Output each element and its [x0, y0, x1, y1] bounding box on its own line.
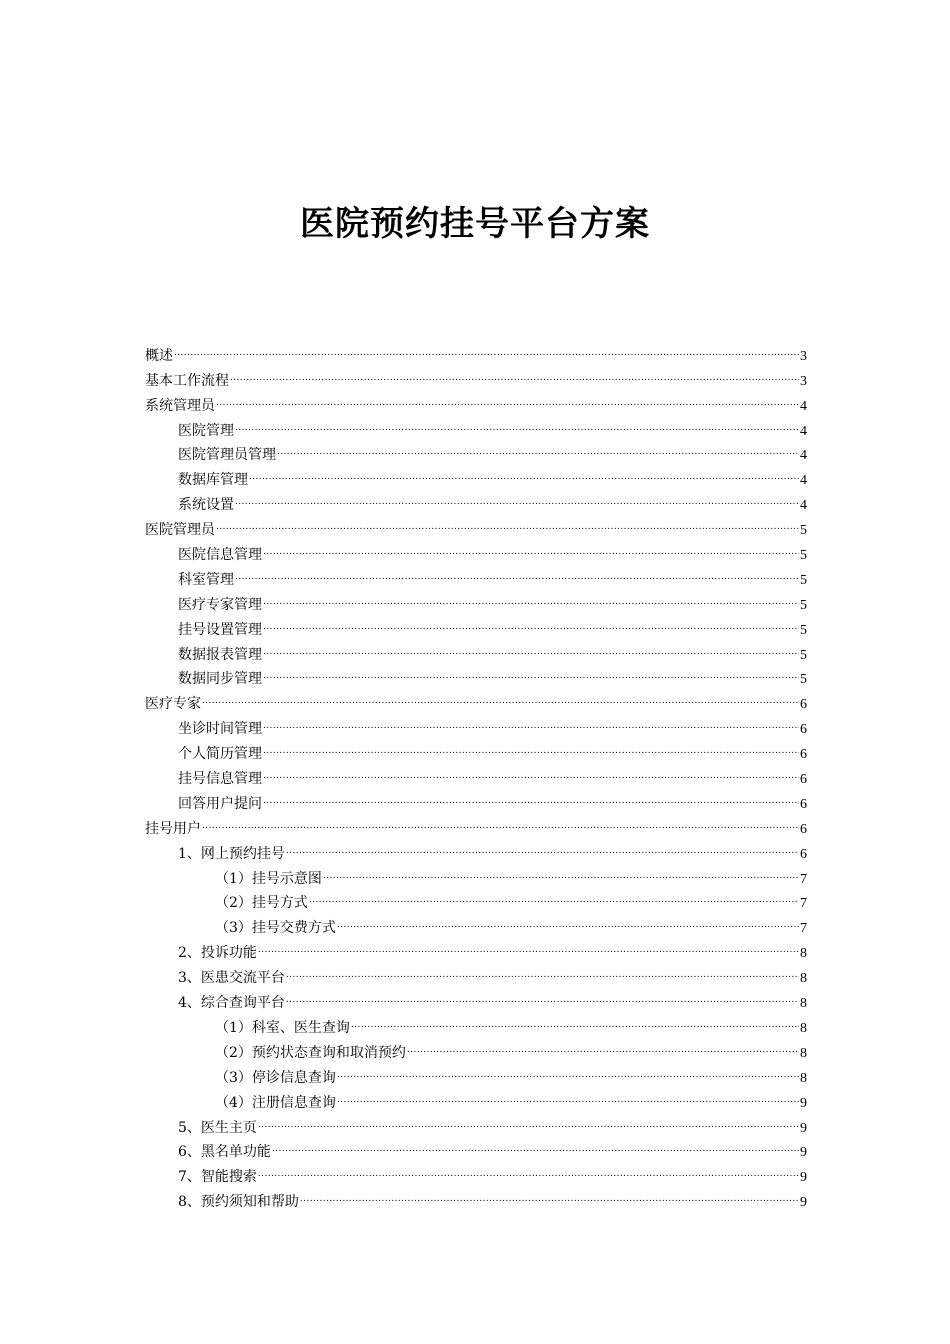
toc-page-number: 6	[800, 846, 807, 862]
toc-dot-leader	[230, 360, 799, 385]
toc-page-number: 9	[800, 1145, 807, 1161]
toc-page-number: 4	[800, 473, 807, 489]
toc-dot-leader	[263, 783, 799, 808]
toc-dot-leader	[249, 459, 799, 484]
toc-dot-leader	[216, 509, 799, 534]
toc-dot-leader	[202, 683, 799, 708]
toc-entry-label: （3）停诊信息查询	[215, 1069, 336, 1086]
toc-entry[interactable]	[145, 335, 807, 364]
toc-page-number: 6	[800, 697, 807, 713]
toc-dot-leader	[263, 534, 799, 559]
toc-page-number: 5	[800, 572, 807, 588]
toc-entry[interactable]	[145, 584, 807, 613]
toc-page-number: 8	[800, 1070, 807, 1086]
toc-entry-label: 挂号信息管理	[178, 771, 262, 788]
toc-page-number: 9	[800, 1195, 807, 1211]
toc-page-number: 5	[800, 622, 807, 638]
toc-page-number: 4	[800, 448, 807, 464]
toc-entry-label: 8、预约须知和帮助	[178, 1194, 299, 1211]
toc-entry[interactable]	[145, 410, 807, 439]
toc-page-number: 8	[800, 1045, 807, 1061]
toc-entry[interactable]	[145, 509, 807, 539]
toc-page-number: 6	[800, 722, 807, 738]
toc-entry-label: 个人简历管理	[178, 746, 262, 763]
toc-entry-label: 挂号用户	[145, 820, 201, 837]
toc-entry-label: 数据库管理	[178, 472, 248, 489]
toc-dot-leader	[174, 335, 799, 360]
toc-dot-leader	[263, 733, 799, 758]
toc-page-number: 7	[800, 871, 807, 887]
toc-dot-leader	[286, 957, 799, 982]
toc-dot-leader	[277, 435, 799, 460]
toc-dot-leader	[263, 708, 799, 733]
toc-entry-label: 医疗专家	[145, 696, 201, 713]
toc-page-number: 5	[800, 597, 807, 613]
toc-page-number: 5	[800, 548, 807, 564]
toc-page-number: 4	[800, 423, 807, 439]
toc-dot-leader	[258, 932, 799, 957]
toc-entry-label: 概述	[145, 347, 173, 364]
toc-entry-label: （2）挂号方式	[215, 895, 308, 912]
toc-page-number: 8	[800, 996, 807, 1012]
toc-dot-leader	[235, 559, 799, 584]
toc-entry[interactable]	[145, 360, 807, 389]
toc-entry-label: 5、医生主页	[178, 1119, 257, 1136]
toc-entry[interactable]	[145, 683, 807, 713]
toc-page-number: 6	[800, 772, 807, 788]
toc-dot-leader	[263, 659, 799, 684]
toc-entry-label: 基本工作流程	[145, 372, 229, 389]
toc-page-number: 5	[800, 672, 807, 688]
toc-dot-leader	[286, 982, 799, 1007]
toc-entry-label: （2）预约状态查询和取消预约	[215, 1044, 406, 1061]
toc-entry-label: 医院管理员管理	[178, 447, 276, 464]
toc-entry-label: 系统设置	[178, 497, 234, 514]
toc-entry-label: 医疗专家管理	[178, 596, 262, 613]
toc-dot-leader	[258, 1107, 799, 1132]
toc-dot-leader	[286, 833, 799, 858]
toc-dot-leader	[235, 410, 799, 435]
toc-dot-leader	[323, 858, 799, 883]
toc-dot-leader	[263, 609, 799, 634]
toc-dot-leader	[272, 1132, 799, 1157]
toc-page-number: 4	[800, 498, 807, 514]
toc-entry-label: 系统管理员	[145, 397, 215, 414]
toc-dot-leader	[202, 808, 799, 833]
toc-page-number: 4	[800, 398, 807, 414]
toc-entry-label: 数据同步管理	[178, 671, 262, 688]
toc-entry[interactable]	[145, 484, 807, 514]
toc-entry[interactable]	[145, 708, 807, 738]
toc-page-number: 5	[800, 647, 807, 663]
toc-entry-label: （4）注册信息查询	[215, 1094, 336, 1111]
toc-entry-label: 医院管理	[178, 422, 234, 439]
toc-entry-label: （1）科室、医生查询	[215, 1019, 350, 1036]
toc-entry-label: 医院管理员	[145, 522, 215, 539]
toc-page-number: 6	[800, 796, 807, 812]
toc-page-number: 8	[800, 946, 807, 962]
toc-dot-leader	[309, 883, 799, 908]
toc-page-number: 8	[800, 971, 807, 987]
toc-entry-label: 1、网上预约挂号	[178, 845, 285, 862]
toc-page-number: 9	[800, 1120, 807, 1136]
toc-entry-label: 坐诊时间管理	[178, 721, 262, 738]
toc-dot-leader	[337, 907, 799, 932]
toc-entry-label: 科室管理	[178, 571, 234, 588]
toc-page-number: 6	[800, 821, 807, 837]
toc-entry-label: 3、医患交流平台	[178, 970, 285, 987]
toc-entry-label: 数据报表管理	[178, 646, 262, 663]
table-of-contents	[145, 335, 807, 1211]
toc-dot-leader	[337, 1082, 799, 1107]
document-title: 医院预约挂号平台方案	[300, 204, 650, 244]
toc-dot-leader	[258, 1156, 799, 1181]
toc-page-number: 9	[800, 1095, 807, 1111]
toc-dot-leader	[337, 1057, 799, 1082]
toc-entry[interactable]	[145, 833, 807, 862]
toc-dot-leader	[216, 385, 799, 410]
toc-page-number: 5	[800, 523, 807, 539]
toc-dot-leader	[407, 1032, 799, 1057]
toc-entry-label: 4、综合查询平台	[178, 995, 285, 1012]
toc-entry[interactable]	[145, 808, 807, 837]
toc-dot-leader	[351, 1007, 799, 1032]
toc-page-number: 6	[800, 747, 807, 763]
toc-dot-leader	[235, 484, 799, 509]
toc-dot-leader	[263, 758, 799, 783]
toc-page-number: 7	[800, 921, 807, 937]
toc-page-number: 9	[800, 1170, 807, 1186]
toc-entry[interactable]	[145, 435, 807, 464]
toc-entry-label: 2、投诉功能	[178, 945, 257, 962]
toc-entry-label: 医院信息管理	[178, 547, 262, 564]
toc-dot-leader	[263, 634, 799, 659]
toc-entry[interactable]	[145, 559, 807, 588]
toc-entry[interactable]	[145, 385, 807, 414]
toc-page-number: 3	[800, 348, 807, 364]
toc-page-number: 8	[800, 1020, 807, 1036]
toc-entry-label: （1）挂号示意图	[215, 870, 322, 887]
toc-entry-label: （3）挂号交费方式	[215, 920, 336, 937]
toc-dot-leader	[300, 1181, 799, 1206]
toc-entry[interactable]	[145, 534, 807, 564]
toc-page-number: 7	[800, 896, 807, 912]
toc-page-number: 3	[800, 373, 807, 389]
toc-entry-label: 挂号设置管理	[178, 621, 262, 638]
toc-entry-label: 6、黑名单功能	[178, 1144, 271, 1161]
toc-dot-leader	[263, 584, 799, 609]
toc-entry-label: 7、智能搜索	[178, 1169, 257, 1186]
toc-entry-label: 回答用户提问	[178, 795, 262, 812]
